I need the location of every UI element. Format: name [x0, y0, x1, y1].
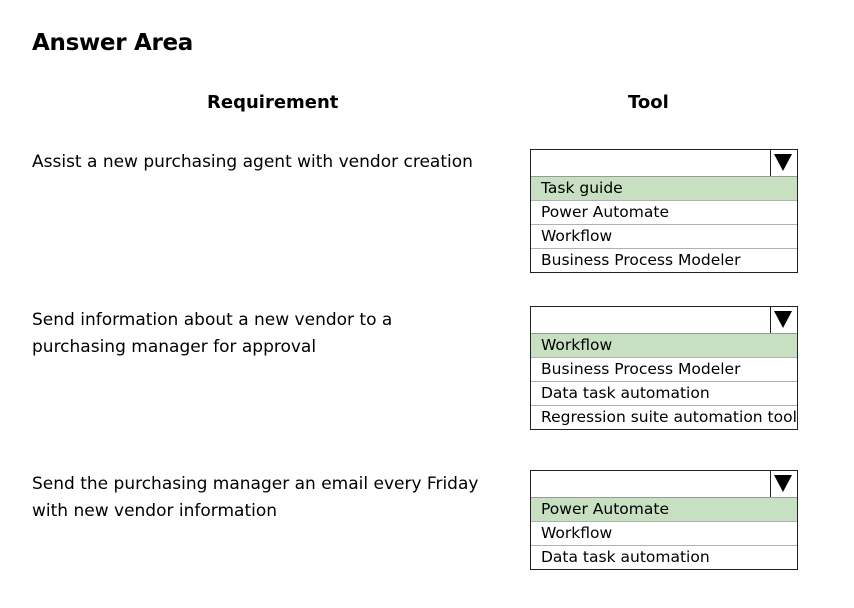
- dropdown-header[interactable]: [531, 307, 797, 334]
- requirement-line: with new vendor information: [32, 501, 278, 521]
- dropdown-toggle[interactable]: [770, 150, 797, 176]
- requirement-line: Send the purchasing manager an email every Friday: [32, 474, 479, 494]
- dropdown-option-selected[interactable]: Workflow: [531, 334, 797, 358]
- requirement-line: Send information about a new vendor to a: [32, 310, 393, 330]
- requirement-text-1: [32, 149, 492, 176]
- dropdown-option[interactable]: Business Process Modeler: [531, 358, 797, 382]
- requirement-line: Assist a new purchasing agent with vendor creation: [32, 152, 473, 172]
- dropdown-option[interactable]: Workflow: [531, 522, 797, 546]
- dropdown-option[interactable]: Data task automation: [531, 382, 797, 406]
- dropdown-option-selected[interactable]: Power Automate: [531, 498, 797, 522]
- dropdown-toggle[interactable]: [770, 471, 797, 497]
- tool-dropdown-1[interactable]: [530, 149, 798, 273]
- answer-area-title: Answer Area: [32, 30, 194, 56]
- triangle-down-icon: [774, 154, 792, 171]
- dropdown-toggle[interactable]: [770, 307, 797, 333]
- dropdown-option[interactable]: Data task automation: [541, 548, 710, 566]
- tool-dropdown-2[interactable]: [530, 306, 798, 430]
- dropdown-header[interactable]: [531, 150, 797, 177]
- dropdown-header[interactable]: [531, 471, 797, 498]
- triangle-down-icon: [774, 475, 792, 492]
- tool-column-header: Tool: [628, 92, 669, 113]
- requirement-line: purchasing manager for approval: [32, 337, 317, 357]
- triangle-down-icon: [774, 311, 792, 328]
- requirement-column-header: Requirement: [207, 92, 339, 113]
- dropdown-option[interactable]: Workflow: [531, 225, 797, 249]
- requirement-text-2: [32, 307, 492, 361]
- dropdown-option[interactable]: Business Process Modeler: [541, 251, 741, 269]
- tool-dropdown-3[interactable]: [530, 470, 798, 570]
- dropdown-option-selected[interactable]: Task guide: [531, 177, 797, 201]
- dropdown-option[interactable]: Power Automate: [531, 201, 797, 225]
- requirement-text-3: [32, 471, 492, 525]
- dropdown-option[interactable]: Regression suite automation tool: [541, 408, 797, 426]
